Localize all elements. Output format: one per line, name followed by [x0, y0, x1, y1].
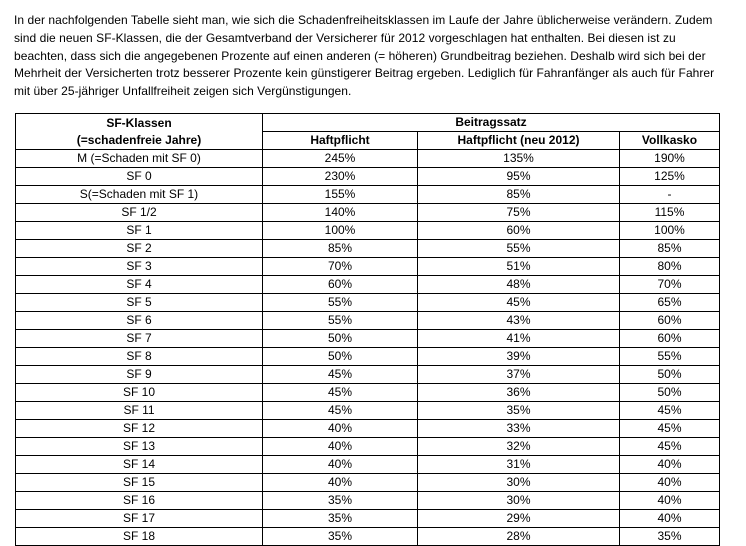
- table-row: [16, 294, 720, 312]
- cell-sf-class: SF 3: [16, 258, 263, 276]
- table-row: [16, 168, 720, 186]
- cell-vollkasko: 35%: [620, 528, 720, 546]
- cell-vollkasko: 45%: [620, 402, 720, 420]
- cell-sf-class: M (=Schaden mit SF 0): [16, 150, 263, 168]
- cell-haftpflicht-neu: 45%: [418, 294, 620, 312]
- table-row: [16, 150, 720, 168]
- cell-haftpflicht-neu: 31%: [418, 456, 620, 474]
- table-row: [16, 492, 720, 510]
- table-row: [16, 366, 720, 384]
- cell-sf-class: SF 1: [16, 222, 263, 240]
- header-sf-classes: [16, 114, 263, 150]
- cell-haftpflicht: 40%: [263, 474, 418, 492]
- cell-haftpflicht-neu: 39%: [418, 348, 620, 366]
- table-row: [16, 510, 720, 528]
- cell-vollkasko: 50%: [620, 384, 720, 402]
- cell-sf-class: SF 7: [16, 330, 263, 348]
- table-row: [16, 438, 720, 456]
- cell-sf-class: SF 10: [16, 384, 263, 402]
- cell-haftpflicht: 40%: [263, 420, 418, 438]
- cell-haftpflicht: 45%: [263, 402, 418, 420]
- header-sf-line1: SF-Klassen: [106, 115, 172, 130]
- cell-sf-class: SF 4: [16, 276, 263, 294]
- cell-vollkasko: 85%: [620, 240, 720, 258]
- cell-haftpflicht-neu: 60%: [418, 222, 620, 240]
- cell-haftpflicht: 100%: [263, 222, 418, 240]
- table-row: [16, 222, 720, 240]
- cell-haftpflicht-neu: 43%: [418, 312, 620, 330]
- cell-vollkasko: 70%: [620, 276, 720, 294]
- cell-vollkasko: 100%: [620, 222, 720, 240]
- cell-vollkasko: 55%: [620, 348, 720, 366]
- cell-vollkasko: 45%: [620, 420, 720, 438]
- cell-sf-class: SF 2: [16, 240, 263, 258]
- cell-haftpflicht: 35%: [263, 510, 418, 528]
- header-haftpflicht-neu-2012: Haftpflicht (neu 2012): [418, 132, 620, 150]
- table-body: [16, 150, 720, 546]
- header-vollkasko: Vollkasko: [620, 132, 720, 150]
- table-row: [16, 384, 720, 402]
- cell-sf-class: SF 14: [16, 456, 263, 474]
- table-row: [16, 258, 720, 276]
- table-row: [16, 330, 720, 348]
- cell-sf-class: SF 9: [16, 366, 263, 384]
- cell-sf-class: SF 12: [16, 420, 263, 438]
- cell-vollkasko: 50%: [620, 366, 720, 384]
- cell-haftpflicht-neu: 95%: [418, 168, 620, 186]
- cell-sf-class: SF 16: [16, 492, 263, 510]
- cell-haftpflicht: 155%: [263, 186, 418, 204]
- cell-vollkasko: 45%: [620, 438, 720, 456]
- cell-vollkasko: 115%: [620, 204, 720, 222]
- table-row: [16, 204, 720, 222]
- table-row: [16, 240, 720, 258]
- cell-haftpflicht-neu: 29%: [418, 510, 620, 528]
- intro-paragraph: In der nachfolgenden Tabelle sieht man, wie sich die Schadenfreiheitsklassen im Laufe der Jahre üblicherweise verändern. Zudem sind die neuen SF-Klassen, die der Gesamtverband der Versicherer für 2012 vorgeschlagen hat enthalten. Bei diesen ist zu beachten, dass sich die angegebenen Prozente auf einen anderen (= höheren) Grundbeitrag beziehen. Deshalb wird sich bei der Mehrheit der Versicherten trotz besserer Prozente kein günstigerer Beitrag ergeben. Lediglich für Fahranfänger als auch für Fahrer mit über 25-jähriger Unfallfreiheit zeigen sich Vergünstigungen.: [14, 13, 715, 99]
- cell-haftpflicht: 35%: [263, 528, 418, 546]
- table-header-row: [16, 114, 720, 132]
- cell-haftpflicht-neu: 33%: [418, 420, 620, 438]
- cell-haftpflicht: 70%: [263, 258, 418, 276]
- cell-haftpflicht: 50%: [263, 330, 418, 348]
- cell-haftpflicht: 60%: [263, 276, 418, 294]
- cell-haftpflicht: 45%: [263, 384, 418, 402]
- cell-haftpflicht-neu: 51%: [418, 258, 620, 276]
- header-haftpflicht: Haftpflicht: [263, 132, 418, 150]
- cell-haftpflicht-neu: 75%: [418, 204, 620, 222]
- cell-haftpflicht: 55%: [263, 312, 418, 330]
- table-row: [16, 528, 720, 546]
- header-sf-line2: (=schadenfreie Jahre): [76, 132, 202, 147]
- header-beitragssatz: Beitragssatz: [263, 114, 720, 132]
- cell-sf-class: SF 8: [16, 348, 263, 366]
- cell-vollkasko: 125%: [620, 168, 720, 186]
- cell-haftpflicht: 230%: [263, 168, 418, 186]
- cell-haftpflicht: 55%: [263, 294, 418, 312]
- cell-haftpflicht: 40%: [263, 456, 418, 474]
- table-row: [16, 456, 720, 474]
- cell-vollkasko: -: [620, 186, 720, 204]
- cell-sf-class: SF 15: [16, 474, 263, 492]
- cell-haftpflicht-neu: 41%: [418, 330, 620, 348]
- cell-haftpflicht-neu: 30%: [418, 492, 620, 510]
- table-row: [16, 420, 720, 438]
- cell-haftpflicht-neu: 36%: [418, 384, 620, 402]
- cell-haftpflicht: 85%: [263, 240, 418, 258]
- cell-haftpflicht-neu: 48%: [418, 276, 620, 294]
- cell-sf-class: SF 13: [16, 438, 263, 456]
- table-row: [16, 312, 720, 330]
- cell-sf-class: SF 17: [16, 510, 263, 528]
- cell-haftpflicht: 40%: [263, 438, 418, 456]
- cell-vollkasko: 65%: [620, 294, 720, 312]
- table-row: [16, 186, 720, 204]
- cell-haftpflicht: 140%: [263, 204, 418, 222]
- table-row: [16, 348, 720, 366]
- cell-haftpflicht: 45%: [263, 366, 418, 384]
- cell-haftpflicht-neu: 55%: [418, 240, 620, 258]
- cell-vollkasko: 80%: [620, 258, 720, 276]
- cell-haftpflicht: 245%: [263, 150, 418, 168]
- table-row: [16, 474, 720, 492]
- cell-haftpflicht-neu: 135%: [418, 150, 620, 168]
- cell-vollkasko: 40%: [620, 510, 720, 528]
- cell-sf-class: S(=Schaden mit SF 1): [16, 186, 263, 204]
- cell-vollkasko: 40%: [620, 456, 720, 474]
- sf-classes-table-container: [15, 113, 719, 546]
- cell-vollkasko: 40%: [620, 492, 720, 510]
- cell-sf-class: SF 1/2: [16, 204, 263, 222]
- sf-classes-table: [15, 113, 720, 546]
- cell-vollkasko: 60%: [620, 330, 720, 348]
- cell-sf-class: SF 6: [16, 312, 263, 330]
- table-row: [16, 276, 720, 294]
- table-row: [16, 402, 720, 420]
- cell-haftpflicht-neu: 28%: [418, 528, 620, 546]
- cell-haftpflicht: 50%: [263, 348, 418, 366]
- cell-sf-class: SF 0: [16, 168, 263, 186]
- cell-vollkasko: 190%: [620, 150, 720, 168]
- cell-haftpflicht-neu: 37%: [418, 366, 620, 384]
- cell-sf-class: SF 5: [16, 294, 263, 312]
- cell-haftpflicht-neu: 30%: [418, 474, 620, 492]
- cell-haftpflicht-neu: 32%: [418, 438, 620, 456]
- cell-haftpflicht-neu: 35%: [418, 402, 620, 420]
- cell-sf-class: SF 18: [16, 528, 263, 546]
- cell-sf-class: SF 11: [16, 402, 263, 420]
- cell-vollkasko: 40%: [620, 474, 720, 492]
- cell-haftpflicht: 35%: [263, 492, 418, 510]
- cell-vollkasko: 60%: [620, 312, 720, 330]
- cell-haftpflicht-neu: 85%: [418, 186, 620, 204]
